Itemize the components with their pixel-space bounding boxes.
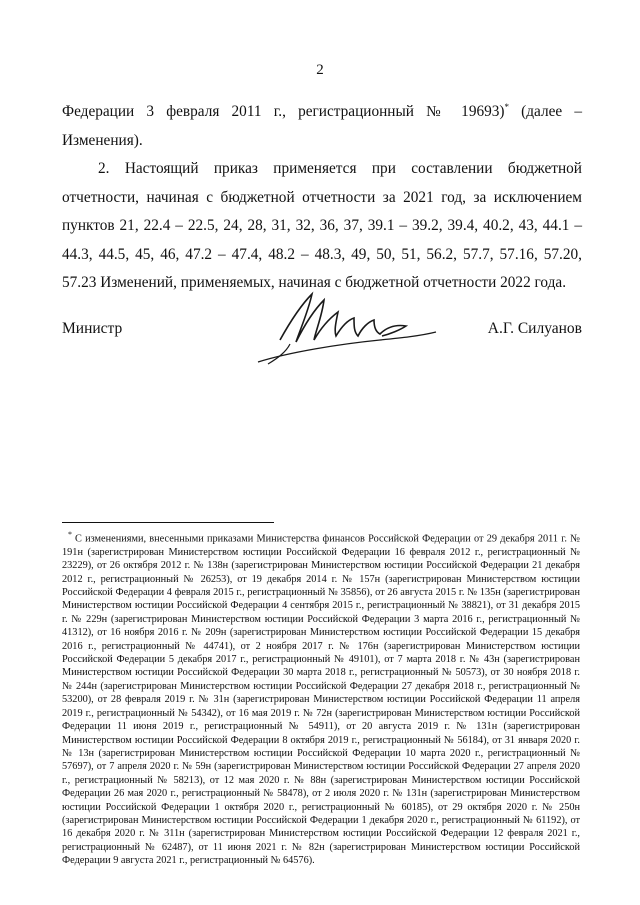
paragraph-1-end: (далее – Изменения). <box>62 103 582 149</box>
footnote-text: С изменениями, внесенными приказами Министерства финансов Российской Федерации от 29 декабря 2011 г. № 191н (зарегистрирован Министерством юстиции Российской Федерации 16 февраля 2012 г., регистрационный № 23229), от 26 октября 2012 г. № 138н (зарегистрирован Министерством юстиции Российской Федерации 21 декабря 2012 г., регистрационный № 26253), от 19 декабря 2014 г. № 157н (зарегистрирован Министерством юстиции Российской Федерации 4 февраля 2015 г., регистрационный № 35856), от 26 августа 2015 г. № 135н (зарегистрирован Министерством юстиции Российской Федерации 4 сентября 2015 г., регистрационный № 38821), от 31 декабря 2015 г. № 229н (зарегистрирован Министерством юстиции Российской Федерации 3 марта 2016 г., регистрационный № 41312), от 16 ноября 2016 г. № 209н (зарегистрирован Министерством юстиции Российской Федерации 15 декабря 2016 г., регистрационный № 44741), от 2 ноября 2017 г. № 176н (зарегистрирован Министерством юстиции Российской Федерации 5 декабря 2017 г., регистрационный № 49101), от 7 марта 2018 г. № 43н (зарегистрирован Министерством юстиции Российской Федерации 30 марта 2018 г., регистрационный № 50573), от 30 ноября 2018 г. № 244н (зарегистрирован Министерством юстиции Российской Федерации 27 декабря 2018 г., регистрационный № 53200), от 28 февраля 2019 г. № 31н (зарегистрирован Министерством юстиции Российской Федерации 11 апреля 2019 г., регистрационный № 54342), от 16 мая 2019 г. № 72н (зарегистрирован Министерством юстиции Российской Федерации 11 июня 2019 г., регистрационный № 54911), от 20 августа 2019 г. № 131н (зарегистрирован Министерством юстиции Российской Федерации 8 октября 2019 г., регистрационный № 56184), от 31 января 2020 г. № 13н (зарегистрирован Министерством юстиции Российской Федерации 10 марта 2020 г., регистрационный № 57697), от 7 апреля 2020 г. № 59н (зарегистрирован Министерством юстиции Российской Федерации 27 апреля 2020 г., регистрационный № 58213), от 12 мая 2020 г. № 88н (зарегистрирован Министерством юстиции Российской Федерации 26 мая 2020 г., регистрационный № 58478), от 2 июля 2020 г. № 131н (зарегистрирован Министерством юстиции Российской Федерации 1 октября 2020 г., регистрационный № 60185), от 29 октября 2020 г. № 250н (зарегистрирован Министерством юстиции Российской Федерации 1 декабря 2020 г., регистрационный № 61192), от 16 декабря 2020 г. № 311н (зарегистрирован Министерством юстиции Российской Федерации 12 февраля 2021 г., регистрационный № 62487), от 11 июня 2021 г. № 82н (зарегистрирован Министерством юстиции Российской Федерации 9 августа 2021 г., регистрационный № 64576). <box>62 533 580 867</box>
footnote <box>62 528 580 868</box>
paragraph-continuation <box>62 93 582 155</box>
document-body <box>62 93 582 298</box>
signatory-name: А.Г. Силуанов <box>487 320 582 337</box>
footnote-divider <box>62 522 274 523</box>
signatory-title: Министр <box>62 320 123 337</box>
page-number: 2 <box>316 62 324 78</box>
footnote-reference: * <box>504 102 510 112</box>
handwritten-signature <box>250 282 440 372</box>
paragraph-2: 2. Настоящий приказ применяется при составлении бюджетной отчетности, начиная с бюджетной отчетности за 2021 год, за исключением пунктов 21, 22.4 – 22.5, 24, 28, 31, 32, 36, 37, 39.1 – 39.2, 39.4, 40.2, 43, 44.1 – 44.3, 44.5, 45, 46, 47.2 – 47.4, 48.2 – 48.3, 49, 50, 51, 56.2, 57.7, 57.16, 57.20, 57.23 Изменений, применяемых, начиная с бюджетной отчетности 2022 года. <box>62 160 582 292</box>
footnote-mark: * <box>68 530 72 539</box>
paragraph-1-text: Федерации 3 февраля 2011 г., регистрационный № 19693) <box>62 103 505 121</box>
